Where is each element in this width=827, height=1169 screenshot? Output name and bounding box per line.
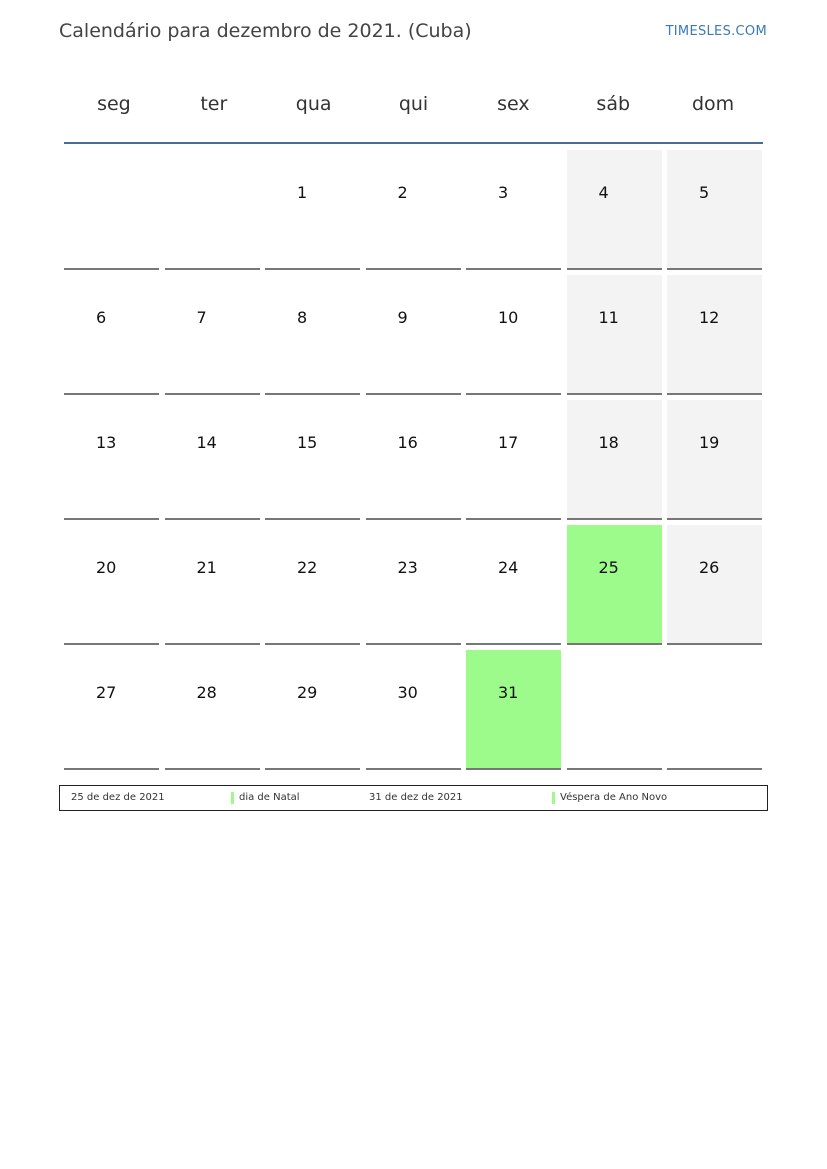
- calendar-day: [567, 275, 662, 395]
- calendar-day: [466, 525, 561, 645]
- calendar-day: [366, 275, 461, 395]
- day-number: 6: [96, 308, 107, 327]
- weekday-header: [64, 80, 763, 128]
- calendar-day: [567, 650, 662, 770]
- brand-link[interactable]: TIMESLES.COM: [665, 24, 767, 39]
- calendar-day: [567, 150, 662, 270]
- calendar-day: [567, 400, 662, 520]
- day-number: 17: [498, 433, 519, 452]
- legend-holiday-name: Véspera de Ano Novo: [560, 792, 668, 803]
- calendar-day: [165, 400, 260, 520]
- calendar-day: [366, 650, 461, 770]
- weekday-label: qui: [398, 93, 429, 115]
- day-number: 14: [196, 433, 217, 452]
- day-number: 26: [699, 558, 720, 577]
- calendar-day: [265, 525, 360, 645]
- day-number: 18: [598, 433, 619, 452]
- day-number: 5: [699, 183, 710, 202]
- calendar-day: [265, 150, 360, 270]
- calendar-day: [64, 525, 159, 645]
- weekday-label: seg: [97, 93, 131, 115]
- calendar-day: [265, 650, 360, 770]
- calendar-day: [64, 400, 159, 520]
- calendar-day: [667, 400, 762, 520]
- day-number: 12: [699, 308, 720, 327]
- calendar-day-holiday: [567, 525, 662, 645]
- calendar-day: [466, 150, 561, 270]
- calendar-day: [165, 275, 260, 395]
- day-number: 7: [196, 308, 207, 327]
- day-number: 1: [297, 183, 308, 202]
- holiday-legend: [59, 785, 768, 811]
- day-number: 20: [96, 558, 117, 577]
- day-number: 27: [96, 683, 117, 702]
- calendar-week: [64, 273, 763, 398]
- day-number: 8: [297, 308, 308, 327]
- day-number: 25: [598, 558, 619, 577]
- weekday-label: qua: [295, 93, 332, 115]
- day-number: 30: [397, 683, 418, 702]
- day-number: 24: [498, 558, 519, 577]
- calendar-day: [466, 400, 561, 520]
- holiday-color-marker: [231, 792, 234, 804]
- calendar-grid: [64, 148, 763, 773]
- calendar-day: [265, 275, 360, 395]
- calendar-day: [466, 275, 561, 395]
- weekday-label: sex: [497, 93, 530, 115]
- day-number: 23: [397, 558, 418, 577]
- day-number: 21: [196, 558, 217, 577]
- calendar-day: [165, 525, 260, 645]
- day-number: 9: [397, 308, 408, 327]
- day-number: 10: [498, 308, 519, 327]
- holiday-color-marker: [552, 792, 555, 804]
- day-number: 3: [498, 183, 509, 202]
- day-number: 29: [297, 683, 318, 702]
- day-number: 11: [598, 308, 619, 327]
- legend-date: 31 de dez de 2021: [369, 792, 463, 803]
- day-number: 16: [397, 433, 418, 452]
- legend-holiday-name: dia de Natal: [239, 792, 300, 803]
- day-number: 28: [196, 683, 217, 702]
- calendar-day: [366, 525, 461, 645]
- calendar-day: [667, 525, 762, 645]
- weekday-label: ter: [200, 93, 228, 115]
- calendar-day: [165, 650, 260, 770]
- calendar-day-holiday: [466, 650, 561, 770]
- calendar-day: [64, 150, 159, 270]
- day-number: 4: [598, 183, 609, 202]
- day-number: 13: [96, 433, 117, 452]
- legend-date: 25 de dez de 2021: [71, 792, 165, 803]
- calendar-day: [667, 275, 762, 395]
- calendar-day: [366, 400, 461, 520]
- calendar-day: [265, 400, 360, 520]
- calendar-week: [64, 648, 763, 773]
- calendar-day: [366, 150, 461, 270]
- calendar-week: [64, 148, 763, 273]
- header-divider: [64, 142, 763, 144]
- calendar-day: [165, 150, 260, 270]
- day-number: 22: [297, 558, 318, 577]
- day-number: 19: [699, 433, 720, 452]
- calendar-week: [64, 398, 763, 523]
- weekday-label: dom: [691, 93, 735, 115]
- calendar-week: [64, 523, 763, 648]
- weekday-label: sáb: [596, 93, 631, 115]
- day-number: 15: [297, 433, 318, 452]
- day-number: 31: [498, 683, 519, 702]
- calendar-day: [667, 650, 762, 770]
- page-title: Calendário para dezembro de 2021. (Cuba): [59, 20, 472, 42]
- calendar-day: [64, 275, 159, 395]
- day-number: 2: [397, 183, 408, 202]
- calendar-day: [64, 650, 159, 770]
- calendar-day: [667, 150, 762, 270]
